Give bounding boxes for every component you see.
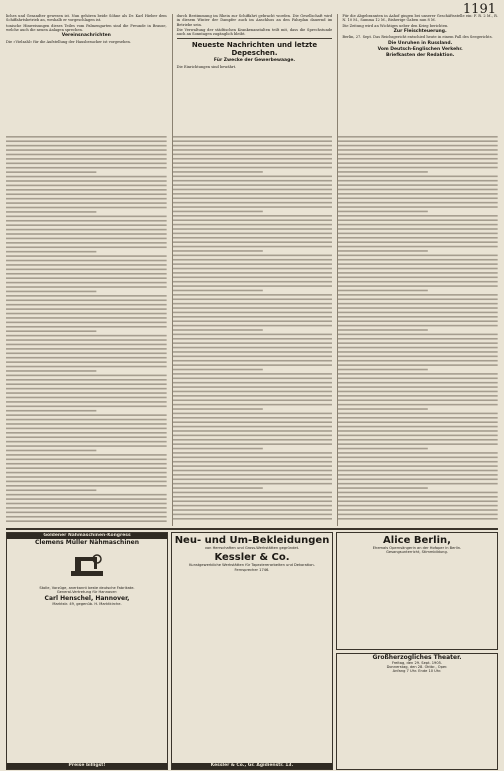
section-heading: Vereinsnachrichten [61,33,111,39]
ad-banner: Goldener Nähmaschinen-Kongress [7,533,167,539]
right-ads [336,532,498,770]
ad-firm: Kessler & Co. [214,552,290,564]
theater-ad [336,653,498,771]
ad-title: Alice Berlin, [383,535,451,546]
section-heading: Neueste Nachrichten und letzte Depeschen. [191,41,318,58]
ad-line: General-Vertretung für Hannover: [56,590,118,595]
ad-line: Ehemals Opernsängerin an der Hofoper in Berlin. [372,546,462,550]
page-number: 1191 [462,2,496,17]
paragraph: durch Bestimmung im Rhein zur Schiffahrt gebracht worden. Die Gesellschaft wird in diesem Winter der Dampfer auch im Anschluss an den Fahrplan dauernd im Betriebe sein. [176,14,333,27]
ad-line: Stolle, Vorzüge, anerkannt beste deutsche Fabrikate. [39,586,135,590]
ad-firm-sub: Kunstgewerbliche Werkstätten für Tapeziererarbeiten und Dekoration. [189,563,315,568]
section-subheading: Für Zwecke der Gewerbewaage. [213,58,296,64]
column-2 [172,14,333,526]
ad-line: Donnerstag, den 28. Oktbr., Oper. [386,664,448,669]
paragraph: Die Verwaltung der städtischen Krankenanstalten teilt mit, dass die Sprechstunde auch an Sonntagen zugänglich bleibt. [176,27,333,37]
sewing-machine-icon [67,549,107,579]
ad-line: von Herrschaften und Gross-Werkstätten gegründet. [204,546,300,550]
paragraph: tonische Hinweisungen dieses Teiles vom Palmengarten sind die Freunde in Brause, welche auch die neuen Anlagen sprechen. [6,23,167,32]
ad-footer: Kessler & Co., Gr. Ägidienstr. 13. [172,763,332,769]
section-heading: Die Unruhen in Russland. [388,40,453,46]
singing-teacher-ad [336,532,498,650]
paragraph: Die »Vielzahl« für die Aufstellung der Hausbesucher ist vorgesehen. [6,39,131,44]
ad-line: Anfang 7 Uhr. Ende 10 Uhr. [392,669,442,674]
ad-line: Fernsprecher 1746. [234,567,270,572]
ad-line: Freitag, den 29. Sept. 1905. [391,660,443,665]
section-heading: Briefkasten der Redaktion. [385,53,455,59]
text-lines [338,134,498,523]
section-heading: Vom Deutsch-Englischen Verkehr. [377,47,463,52]
ad-brand: Clemens Müller Nähmaschinen [35,539,139,546]
column-3 [337,14,498,526]
sewing-machine-ad [6,532,168,770]
ad-title: Großherzogliches Theater. [372,653,462,661]
paragraph: liches und Gesandter gewesen ist. Nun gehören beide Söhne als Dr. Karl Hieber dem Schiffahrtsbetrieb an, weshalb er vorgeschlagen ist. [6,14,167,23]
paragraph: Die Zeitung wird an Wichtiges ueber den Krieg berichten. [342,23,449,28]
paragraph: Die Einrichtungen sind bewährt. [176,64,237,69]
paragraph: Für die Abgebrannten in Aahof gingen bei unserer Geschäftsstelle ein: F. R. 2 M., R. N. 10 M., Summa 12 M., Bisherige Gaben nun 8 M. [342,14,498,23]
advertisement-band [6,528,498,770]
upholstery-ad [171,532,333,770]
ad-title: Neu- und Um-Bekleidungen [174,535,330,546]
ad-footer: Preise billigst! [7,763,167,769]
ad-address: Marktstr. 49, gegenüb. H. Marktkirche. [52,601,122,606]
ad-line: Gesangsunterricht, Stimmbildung. [386,550,448,555]
text-lines [173,134,333,523]
article-columns [6,14,498,526]
ad-agent: Carl Henschel, Hannover, [44,594,130,602]
section-heading: Zur Fleischteuerung. [393,28,447,34]
text-lines [6,134,167,526]
column-1 [6,14,167,526]
paragraph: Berlin, 27. Sept. Das Reichsgericht entschied heute in einem Fall des Seegerichts. [342,35,493,40]
